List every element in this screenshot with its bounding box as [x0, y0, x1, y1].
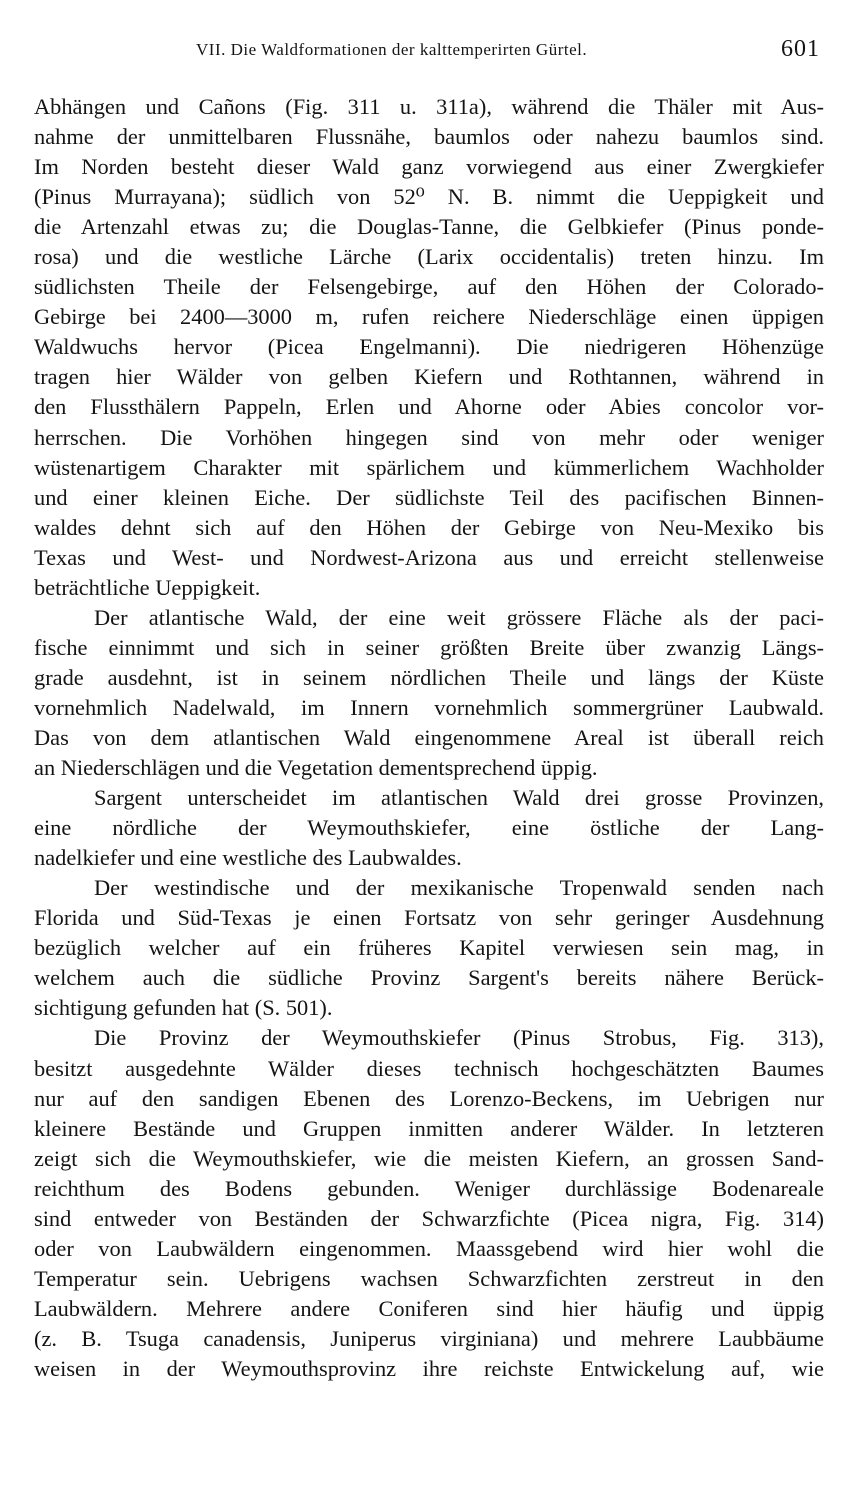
text-line: südlichsten Theile der Felsengebirge, auf den Höhen der Colorado-	[34, 274, 824, 300]
text-line: reichthum des Bodens gebunden. Weniger durchlässige Bodenareale	[34, 1175, 824, 1201]
text-line: (z. B. Tsuga canadensis, Juniperus virginiana) und mehrere Laubbäume	[34, 1325, 824, 1351]
text-line: an Niederschlägen und die Vegetation dementsprechend üppig.	[34, 755, 598, 781]
paragraph-start-line: Sargent unterscheidet im atlantischen Wald drei grosse Provinzen,	[94, 785, 824, 811]
text-line: Abhängen und Cañons (Fig. 311 u. 311a), während die Thäler mit Aus-	[34, 94, 824, 119]
text-line: vornehmlich Nadelwald, im Innern vornehmlich sommergrüner Laubwald.	[34, 694, 824, 720]
text-line: Waldwuchs hervor (Picea Engelmanni). Die niedrigeren Höhenzüge	[34, 334, 824, 360]
text-line: Texas und West- und Nordwest-Arizona aus und erreicht stellenweise	[34, 544, 824, 570]
text-line: fische einnimmt und sich in seiner größten Breite über zwanzig Längs-	[34, 634, 824, 660]
text-line: herrschen. Die Vorhöhen hingegen sind von mehr oder weniger	[34, 424, 824, 450]
text-line: Laubwäldern. Mehrere andere Coniferen sind hier häufig und üppig	[34, 1295, 824, 1321]
text-line: waldes dehnt sich auf den Höhen der Gebirge von Neu-Mexiko bis	[34, 514, 824, 540]
running-title: VII. Die Waldformationen der kalttemperirten Gürtel.	[196, 40, 588, 59]
text-line: (Pinus Murrayana); südlich von 52⁰ N. B. nimmt die Ueppigkeit und	[34, 184, 824, 210]
text-line: bezüglich welcher auf ein früheres Kapitel verwiesen sein mag, in	[34, 935, 824, 961]
text-line: oder von Laubwäldern eingenommen. Maassgebend wird hier wohl die	[34, 1235, 824, 1261]
text-line: nur auf den sandigen Ebenen des Lorenzo-Beckens, im Uebrigen nur	[34, 1085, 824, 1111]
paragraph-start-line: Der westindische und der mexikanische Tropenwald senden nach	[94, 875, 824, 901]
text-line: eine nördliche der Weymouthskiefer, eine östliche der Lang-	[34, 815, 824, 841]
text-line: tragen hier Wälder von gelben Kiefern und Rothtannen, während in	[34, 364, 824, 390]
running-head	[0, 36, 850, 76]
text-line: Gebirge bei 2400—3000 m, rufen reichere Niederschläge einen üppigen	[34, 304, 824, 330]
text-line: und einer kleinen Eiche. Der südlichste Teil des pacifischen Binnen-	[34, 484, 824, 510]
text-line: nahme der unmittelbaren Flussnähe, baumlos oder nahezu baumlos sind.	[34, 124, 824, 150]
text-line: rosa) und die westliche Lärche (Larix occidentalis) treten hinzu. Im	[34, 244, 824, 270]
text-line: beträchtliche Ueppigkeit.	[34, 574, 261, 600]
page-number: 601	[781, 36, 820, 62]
paragraph-start-line: Die Provinz der Weymouthskiefer (Pinus Strobus, Fig. 313),	[94, 1025, 824, 1051]
text-line: Temperatur sein. Uebrigens wachsen Schwarzfichten zerstreut in den	[34, 1265, 824, 1291]
text-line: sichtigung gefunden hat (S. 501).	[34, 995, 333, 1021]
paragraph-start-line: Der atlantische Wald, der eine weit grössere Fläche als der paci-	[94, 604, 824, 630]
text-line: grade ausdehnt, ist in seinem nördlichen Theile und längs der Küste	[34, 664, 824, 690]
text-line: besitzt ausgedehnte Wälder dieses technisch hochgeschätzten Baumes	[34, 1055, 824, 1081]
text-line: weisen in der Weymouthsprovinz ihre reichste Entwickelung auf, wie	[34, 1355, 824, 1381]
text-line: welchem auch die südliche Provinz Sargent's bereits nähere Berück-	[34, 965, 824, 991]
text-line: Florida und Süd-Texas je einen Fortsatz von sehr geringer Ausdehnung	[34, 905, 824, 931]
text-line: zeigt sich die Weymouthskiefer, wie die meisten Kiefern, an grossen Sand-	[34, 1145, 824, 1171]
text-line: Im Norden besteht dieser Wald ganz vorwiegend aus einer Zwergkiefer	[34, 154, 824, 180]
text-line: sind entweder von Beständen der Schwarzfichte (Picea nigra, Fig. 314)	[34, 1205, 824, 1231]
body-text	[34, 92, 824, 1384]
text-line: die Artenzahl etwas zu; die Douglas-Tanne, die Gelbkiefer (Pinus ponde-	[34, 214, 824, 240]
text-line: wüstenartigem Charakter mit spärlichem und kümmerlichem Wachholder	[34, 454, 824, 480]
text-line: kleinere Bestände und Gruppen inmitten anderer Wälder. In letzteren	[34, 1115, 824, 1141]
text-line: Das von dem atlantischen Wald eingenommene Areal ist überall reich	[34, 724, 824, 750]
text-line: nadelkiefer und eine westliche des Laubwaldes.	[34, 845, 462, 871]
text-line: den Flussthälern Pappeln, Erlen und Ahorne oder Abies concolor vor-	[34, 394, 824, 420]
